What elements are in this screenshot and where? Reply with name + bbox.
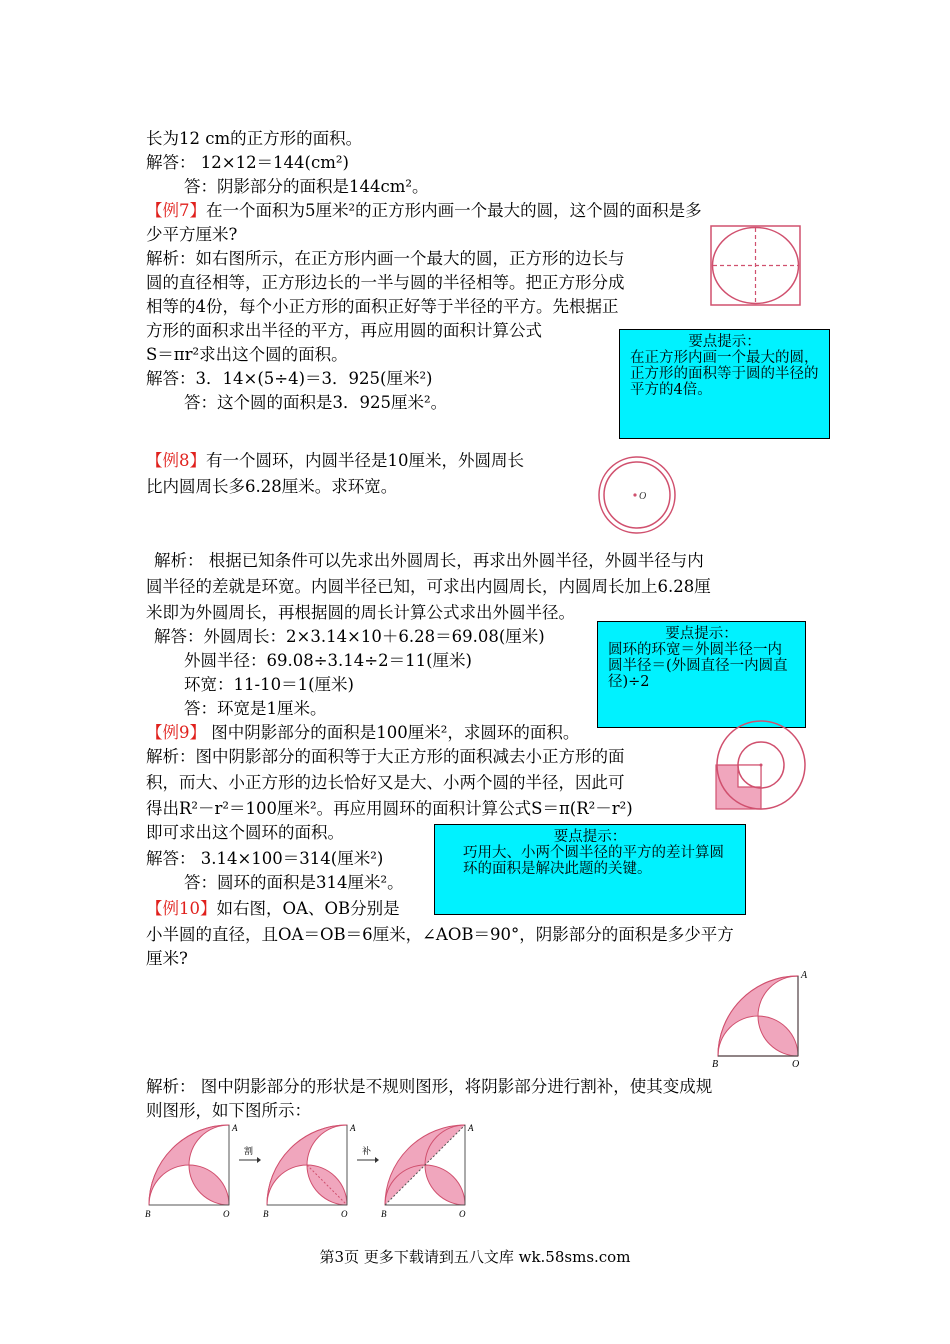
label-b: B xyxy=(381,1209,387,1219)
example-10-tag: 【例10】 xyxy=(146,899,217,918)
example-8-question xyxy=(146,450,524,472)
tip-body: 在正方形内画一个最大的圆，正方形的面积等于圆的半径的平方的4倍。 xyxy=(630,350,819,398)
quarter-circle-figure xyxy=(710,968,810,1068)
text-line: 得出R²－r²＝100厘米²。再应用圆环的面积计算公式S＝π(R²－r²) xyxy=(146,799,633,818)
example-7-tag: 【例7】 xyxy=(146,201,206,220)
example-10-question xyxy=(146,898,400,920)
text-line: 答：环宽是1厘米。 xyxy=(184,699,327,718)
text-line: 圆的直径相等，正方形边长的一半与圆的半径相等。把正方形分成 xyxy=(146,273,625,292)
label-o: O xyxy=(792,1059,800,1070)
text-line: 则图形，如下图所示： xyxy=(146,1101,311,1120)
text-line: 解答： 3.14×100＝314(厘米²) xyxy=(146,849,384,868)
text-line: 在一个面积为5厘米²的正方形内画一个最大的圆，这个圆的面积是多 xyxy=(206,201,702,220)
tip-title: 要点提示： xyxy=(665,626,738,642)
ring-center-label: O xyxy=(639,491,647,502)
cut-fill-step-1 xyxy=(145,1123,238,1219)
cut-fill-step-3 xyxy=(381,1123,474,1219)
text-line: 解析： 根据已知条件可以先求出外圆周长，再求出外圆半径，外圆半径与内 xyxy=(154,551,704,570)
text-line: 解析：如右图所示，在正方形内画一个最大的圆，正方形的边长与 xyxy=(146,249,625,268)
text-line: 比内圆周长多6.28厘米。求环宽。 xyxy=(146,477,398,496)
circle-in-square-figure xyxy=(710,225,802,307)
example-8-tag: 【例8】 xyxy=(146,451,206,470)
text-line: 方形的面积求出半径的平方，再应用圆的面积计算公式 xyxy=(146,321,542,340)
text-line: 圆半径的差就是环宽。内圆半径已知，可求出内圆周长，内圆周长加上6.28厘 xyxy=(146,577,711,596)
tip-box-3 xyxy=(434,824,746,915)
ring-with-squares-figure xyxy=(716,720,806,810)
example-9-tag: 【例9】 xyxy=(146,723,206,742)
text-line: 有一个圆环，内圆半径是10厘米，外圆周长 xyxy=(206,451,524,470)
text-line: 答：阴影部分的面积是144cm²。 xyxy=(184,177,429,196)
text-line: 米即为外圆周长，再根据圆的周长计算公式求出外圆半径。 xyxy=(146,603,575,622)
text-line: 小半圆的直径，且OA＝OB＝6厘米，∠AOB＝90°，阴影部分的面积是多少平方 xyxy=(146,925,734,944)
text-line: 解析： 图中阴影部分的形状是不规则图形，将阴影部分进行割补，使其变成规 xyxy=(146,1077,713,1096)
page-footer: 第3页 更多下载请到五八文库 wk.58sms.com xyxy=(319,1248,631,1266)
label-b: B xyxy=(145,1209,151,1219)
text-line: S＝πr²求出这个圆的面积。 xyxy=(146,345,348,364)
text-line: 答：圆环的面积是314厘米²。 xyxy=(184,873,404,892)
tip-body: 巧用大、小两个圆半径的平方的差计算圆环的面积是解决此题的关键。 xyxy=(463,845,724,877)
text-line: 即可求出这个圆环的面积。 xyxy=(146,823,344,842)
example-9-question xyxy=(146,722,579,744)
cut-arrow xyxy=(239,1145,261,1163)
label-a: A xyxy=(468,1123,474,1133)
fill-arrow xyxy=(357,1145,379,1163)
text-line: 解答： 12×12＝144(cm²) xyxy=(146,153,349,172)
cut-and-fill-figure xyxy=(143,1123,474,1220)
text-line: 图中阴影部分的面积是100厘米²，求圆环的面积。 xyxy=(206,723,580,742)
cut-fill-step-2 xyxy=(263,1123,356,1219)
text-line: 环宽：11-10＝1(厘米) xyxy=(184,675,354,694)
label-a: A xyxy=(350,1123,356,1133)
text-line: 如右图，OA、OB分别是 xyxy=(216,899,400,918)
label-b: B xyxy=(712,1059,719,1070)
text-line: 解析：图中阴影部分的面积等于大正方形的面积减去小正方形的面 xyxy=(146,747,625,766)
label-o: O xyxy=(341,1209,348,1219)
text-line: 答：这个圆的面积是3．925厘米²。 xyxy=(184,393,448,412)
label-o: O xyxy=(459,1209,466,1219)
tip-title: 要点提示： xyxy=(553,829,627,845)
text-line: 外圆半径：69.08÷3.14÷2＝11(厘米) xyxy=(184,651,472,670)
tip-body: 圆环的环宽＝外圆半径一内圆半径＝(外圆直径一内圆直径)÷2 xyxy=(608,642,788,690)
label-a: A xyxy=(801,970,808,981)
example-7-question xyxy=(146,200,702,222)
tip-box-1 xyxy=(619,329,830,439)
text-line: 少平方厘米? xyxy=(146,225,238,244)
text-line: 解答：3．14×(5÷4)＝3．925(厘米²) xyxy=(146,369,433,388)
fill-label: 补 xyxy=(362,1147,372,1157)
tip-title: 要点提示： xyxy=(688,334,761,350)
label-o: O xyxy=(223,1209,230,1219)
text-line: 积，而大、小正方形的边长恰好又是大、小两个圆的半径，因此可 xyxy=(146,773,625,792)
text-line: 解答：外圆周长：2×3.14×10＋6.28＝69.08(厘米) xyxy=(154,627,545,646)
tip-box-2 xyxy=(597,621,806,728)
text-line: 长为12 cm的正方形的面积。 xyxy=(146,129,363,148)
ring-figure xyxy=(597,455,677,535)
label-a: A xyxy=(232,1123,238,1133)
text-line: 相等的4份，每个小正方形的面积正好等于半径的平方。先根据正 xyxy=(146,297,619,316)
label-b: B xyxy=(263,1209,269,1219)
text-line: 厘米? xyxy=(146,949,188,968)
cut-label: 割 xyxy=(244,1147,254,1157)
